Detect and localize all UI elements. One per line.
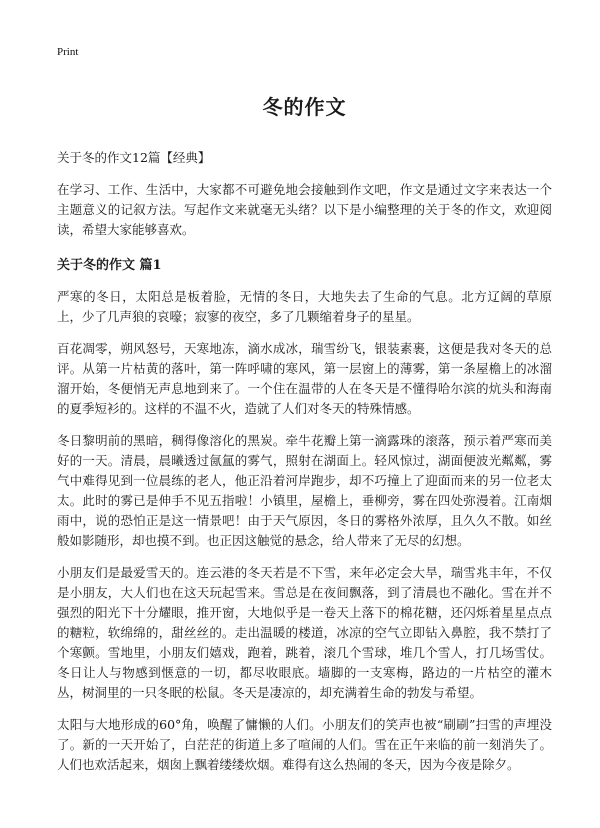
body-paragraph: 太阳与大地形成的60°角，唤醒了慵懒的人们。小朋友们的笑声也被“刷刷”扫雪的声埋没了。新的一天开始了，白茫茫的街道上多了喧闹的人们。雪在正午来临的前一刻消失了。人们也欢活起来，烟囱上飘着缕缕炊烟。难得有这么热闹的冬天，因为今夜是除夕。 (57, 717, 552, 772)
print-link[interactable]: Print (57, 46, 79, 58)
section-heading: 关于冬的作文 篇1 (57, 258, 162, 273)
body-paragraph: 严寒的冬日，太阳总是板着脸，无情的冬日，大地失去了生命的气息。北方辽阔的草原上，少了几声狼的哀嚎；寂寥的夜空，多了几颗缩着身子的星星。 (57, 289, 552, 324)
page-title: 冬的作文 (262, 95, 347, 119)
body-paragraph: 冬日黎明前的黑暗，稠得像溶化的黑炭。牵牛花瓣上第一滴露珠的滚落，预示着严寒而美好的一天。清晨，晨曦透过氤氲的雾气，照射在湖面上。轻风惊过，湖面便波光粼粼，雾气中难得见到一位晨练的老人，他正沿着河岸跑步，却不巧撞上了迎面而来的另一位老太太。此时的雾已是伸手不见五指啦！小镇里，屋檐上，垂柳旁，雾在四处弥漫着。江南烟雨中，说的恐怕正是这一情景吧！由于天气原因，冬日的雾格外浓厚，且久久不散。如丝般如影随形，却也摸不到。也正因这触觉的悬念，给人带来了无尽的幻想。 (57, 433, 552, 548)
body-paragraph: 小朋友们是最爱雪天的。连云港的冬天若是不下雪，来年必定会大旱，瑞雪兆丰年，不仅是小朋友，大人们也在这天玩起雪来。雪总是在夜间飘落，到了清晨也不融化。雪在并不强烈的阳光下十分耀眼，推开窗，大地似乎是一卷天上落下的棉花糖，还闪烁着星星点点的糖粒，软绵绵的，甜丝丝的。走出温暖的楼道，冰凉的空气立即钻入鼻腔，我不禁打了个寒颤。雪地里，小朋友们嬉戏，跑着，跳着，滚几个雪球，堆几个雪人，打几场雪仗。冬日让人与物感到惬意的一切，都尽收眼底。墙脚的一支寒梅，路边的一片枯空的灌木丛，树洞里的一只冬眠的松鼠。冬天是凄凉的，却充满着生命的勃发与希望。 (57, 565, 552, 700)
body-paragraph: 百花凋零，朔风怒号，天寒地冻，滴水成冰，瑞雪纷飞，银装素裹，这便是我对冬天的总评。从第一片枯黄的落叶，第一阵呼啸的寒风，第一层窗上的薄雾，第一条屋檐上的冰溜溜开始，冬便悄无声息地到来了。一个住在温带的人在冬天是不懂得哈尔滨的炕头和海南的夏季短衫的。这样的不温不火，造就了人们对冬天的特殊情感。 (57, 341, 552, 416)
intro-paragraph: 在学习、工作、生活中，大家都不可避免地会接触到作文吧，作文是通过文字来表达一个主题意义的记叙方法。写起作文来就毫无头绪？以下是小编整理的关于冬的作文，欢迎阅读，希望大家能够喜欢。 (57, 182, 552, 237)
article-subtitle: 关于冬的作文12篇【经典】 (57, 150, 211, 165)
